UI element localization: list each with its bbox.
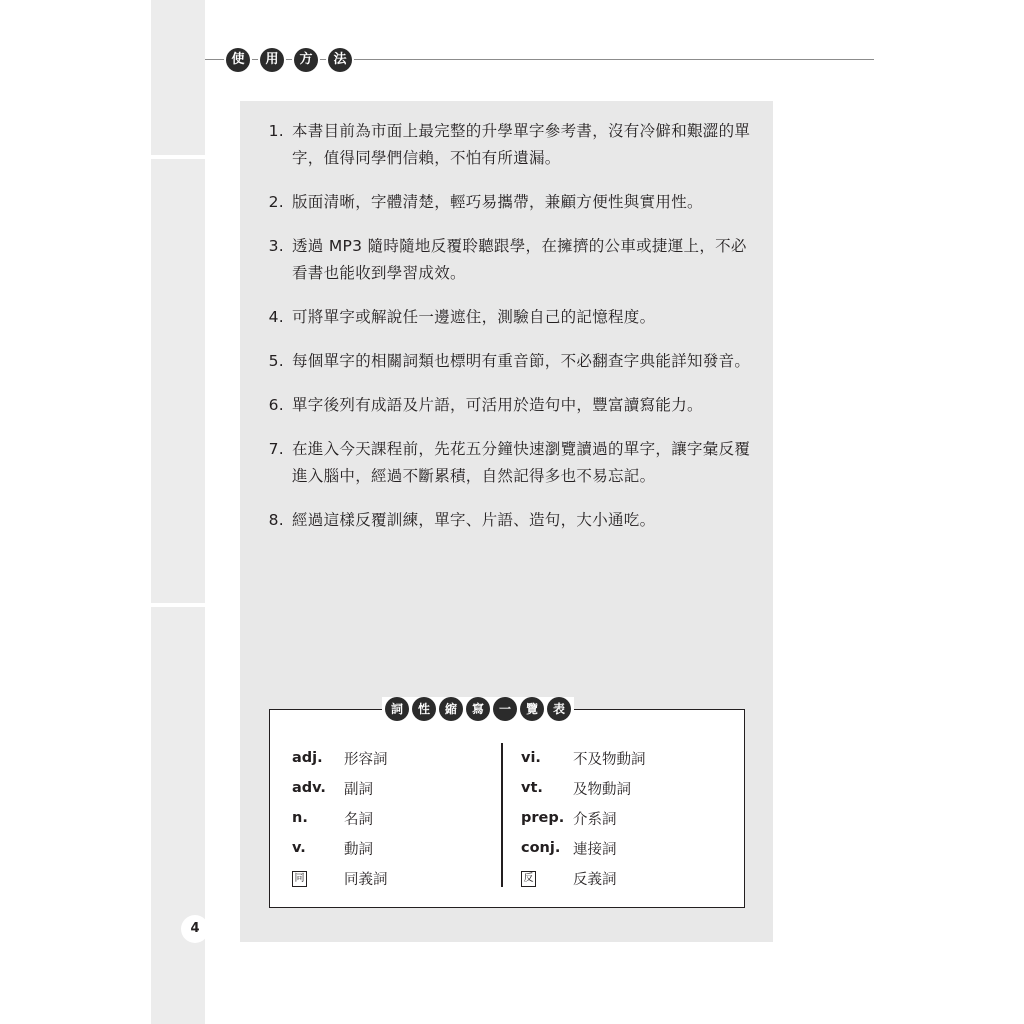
item-text: 經過這樣反覆訓練，單字、片語、造句，大小通吃。 [292,511,656,529]
abbreviation-row [521,773,646,803]
abbreviation: vi. [521,750,541,766]
item-text: 每個單字的相關詞類也標明有重音節，不必翻查字典能詳知發音。 [292,352,751,370]
abbreviation-meaning: 不及物動詞 [573,751,646,768]
title-char: 縮 [439,697,463,721]
abbreviation-column-left [292,743,388,893]
abbreviation-row [521,743,646,773]
abbreviation-meaning: 介系詞 [573,811,617,828]
antonym-mark: 反 [521,871,536,887]
item-text: 單字後列有成語及片語，可活用於造句中，豐富讀寫能力。 [292,396,703,414]
abbreviation-row [292,773,388,803]
abbreviation-table [269,702,745,908]
item-text: 本書目前為市面上最完整的升學單字參考書，沒有冷僻和艱澀的單字，值得同學們信賴，不怕有所遺漏。 [292,122,751,167]
title-char: 詞 [385,697,409,721]
strip-gap [151,603,205,607]
title-char: 使 [226,48,250,72]
item-number: 3. [268,237,284,255]
abbreviation-meaning: 反義詞 [573,871,617,888]
column-divider [501,743,503,887]
abbreviation-row [521,833,646,863]
item-text: 透過 MP3 隨時隨地反覆聆聽跟學，在擁擠的公車或捷運上，不必看書也能收到學習成效。 [292,237,747,282]
item-number: 1. [268,122,284,140]
page-number: 4 [181,915,209,943]
abbreviation-meaning: 同義詞 [344,871,388,888]
synonym-mark: 同 [292,871,307,887]
item-number: 7. [268,440,284,458]
item-text: 版面清晰，字體清楚，輕巧易攜帶，兼顧方便性與實用性。 [292,193,703,211]
item-number: 4. [268,308,284,326]
strip-gap [151,155,205,159]
abbreviation-row [292,833,388,863]
title-char: 寫 [466,697,490,721]
abbreviation: n. [292,810,308,826]
abbreviation-meaning: 副詞 [344,781,373,798]
list-item [263,118,753,172]
page-title [226,48,352,72]
list-item [263,233,753,287]
abbreviation-row [292,863,388,893]
side-strip [151,0,205,1024]
list-item [263,507,753,534]
abbreviation [292,869,344,887]
abbreviation-meaning: 連接詞 [573,841,617,858]
list-item [263,304,753,331]
title-char: 用 [260,48,284,72]
abbreviation: v. [292,840,306,856]
abbreviation-row [521,803,646,833]
title-char: 法 [328,48,352,72]
abbreviation: conj. [521,840,561,856]
abbreviation-column-right [521,743,646,893]
item-number: 2. [268,193,284,211]
abbreviation-row [521,863,646,893]
abbreviation-table-title [382,697,574,721]
title-char: 表 [547,697,571,721]
abbreviation-meaning: 形容詞 [344,751,388,768]
title-char: 方 [294,48,318,72]
item-number: 6. [268,396,284,414]
title-char: 性 [412,697,436,721]
abbreviation-row [292,743,388,773]
item-number: 8. [268,511,284,529]
list-item [263,189,753,216]
item-text: 可將單字或解說任一邊遮住，測驗自己的記憶程度。 [292,308,656,326]
title-char: 覽 [520,697,544,721]
abbreviation: prep. [521,810,565,826]
abbreviation-meaning: 動詞 [344,841,373,858]
list-item [263,348,753,375]
abbreviation [521,869,573,887]
abbreviation-meaning: 及物動詞 [573,781,631,798]
abbreviation: adj. [292,750,323,766]
item-text: 在進入今天課程前，先花五分鐘快速瀏覽讀過的單字，讓字彙反覆進入腦中，經過不斷累積，自然記得多也不易忘記。 [292,440,751,485]
list-item [263,392,753,419]
abbreviation: adv. [292,780,326,796]
item-number: 5. [268,352,284,370]
list-item [263,436,753,490]
abbreviation-row [292,803,388,833]
abbreviation: vt. [521,780,543,796]
title-char: 一 [493,697,517,721]
instruction-list [263,118,753,551]
abbreviation-meaning: 名詞 [344,811,373,828]
